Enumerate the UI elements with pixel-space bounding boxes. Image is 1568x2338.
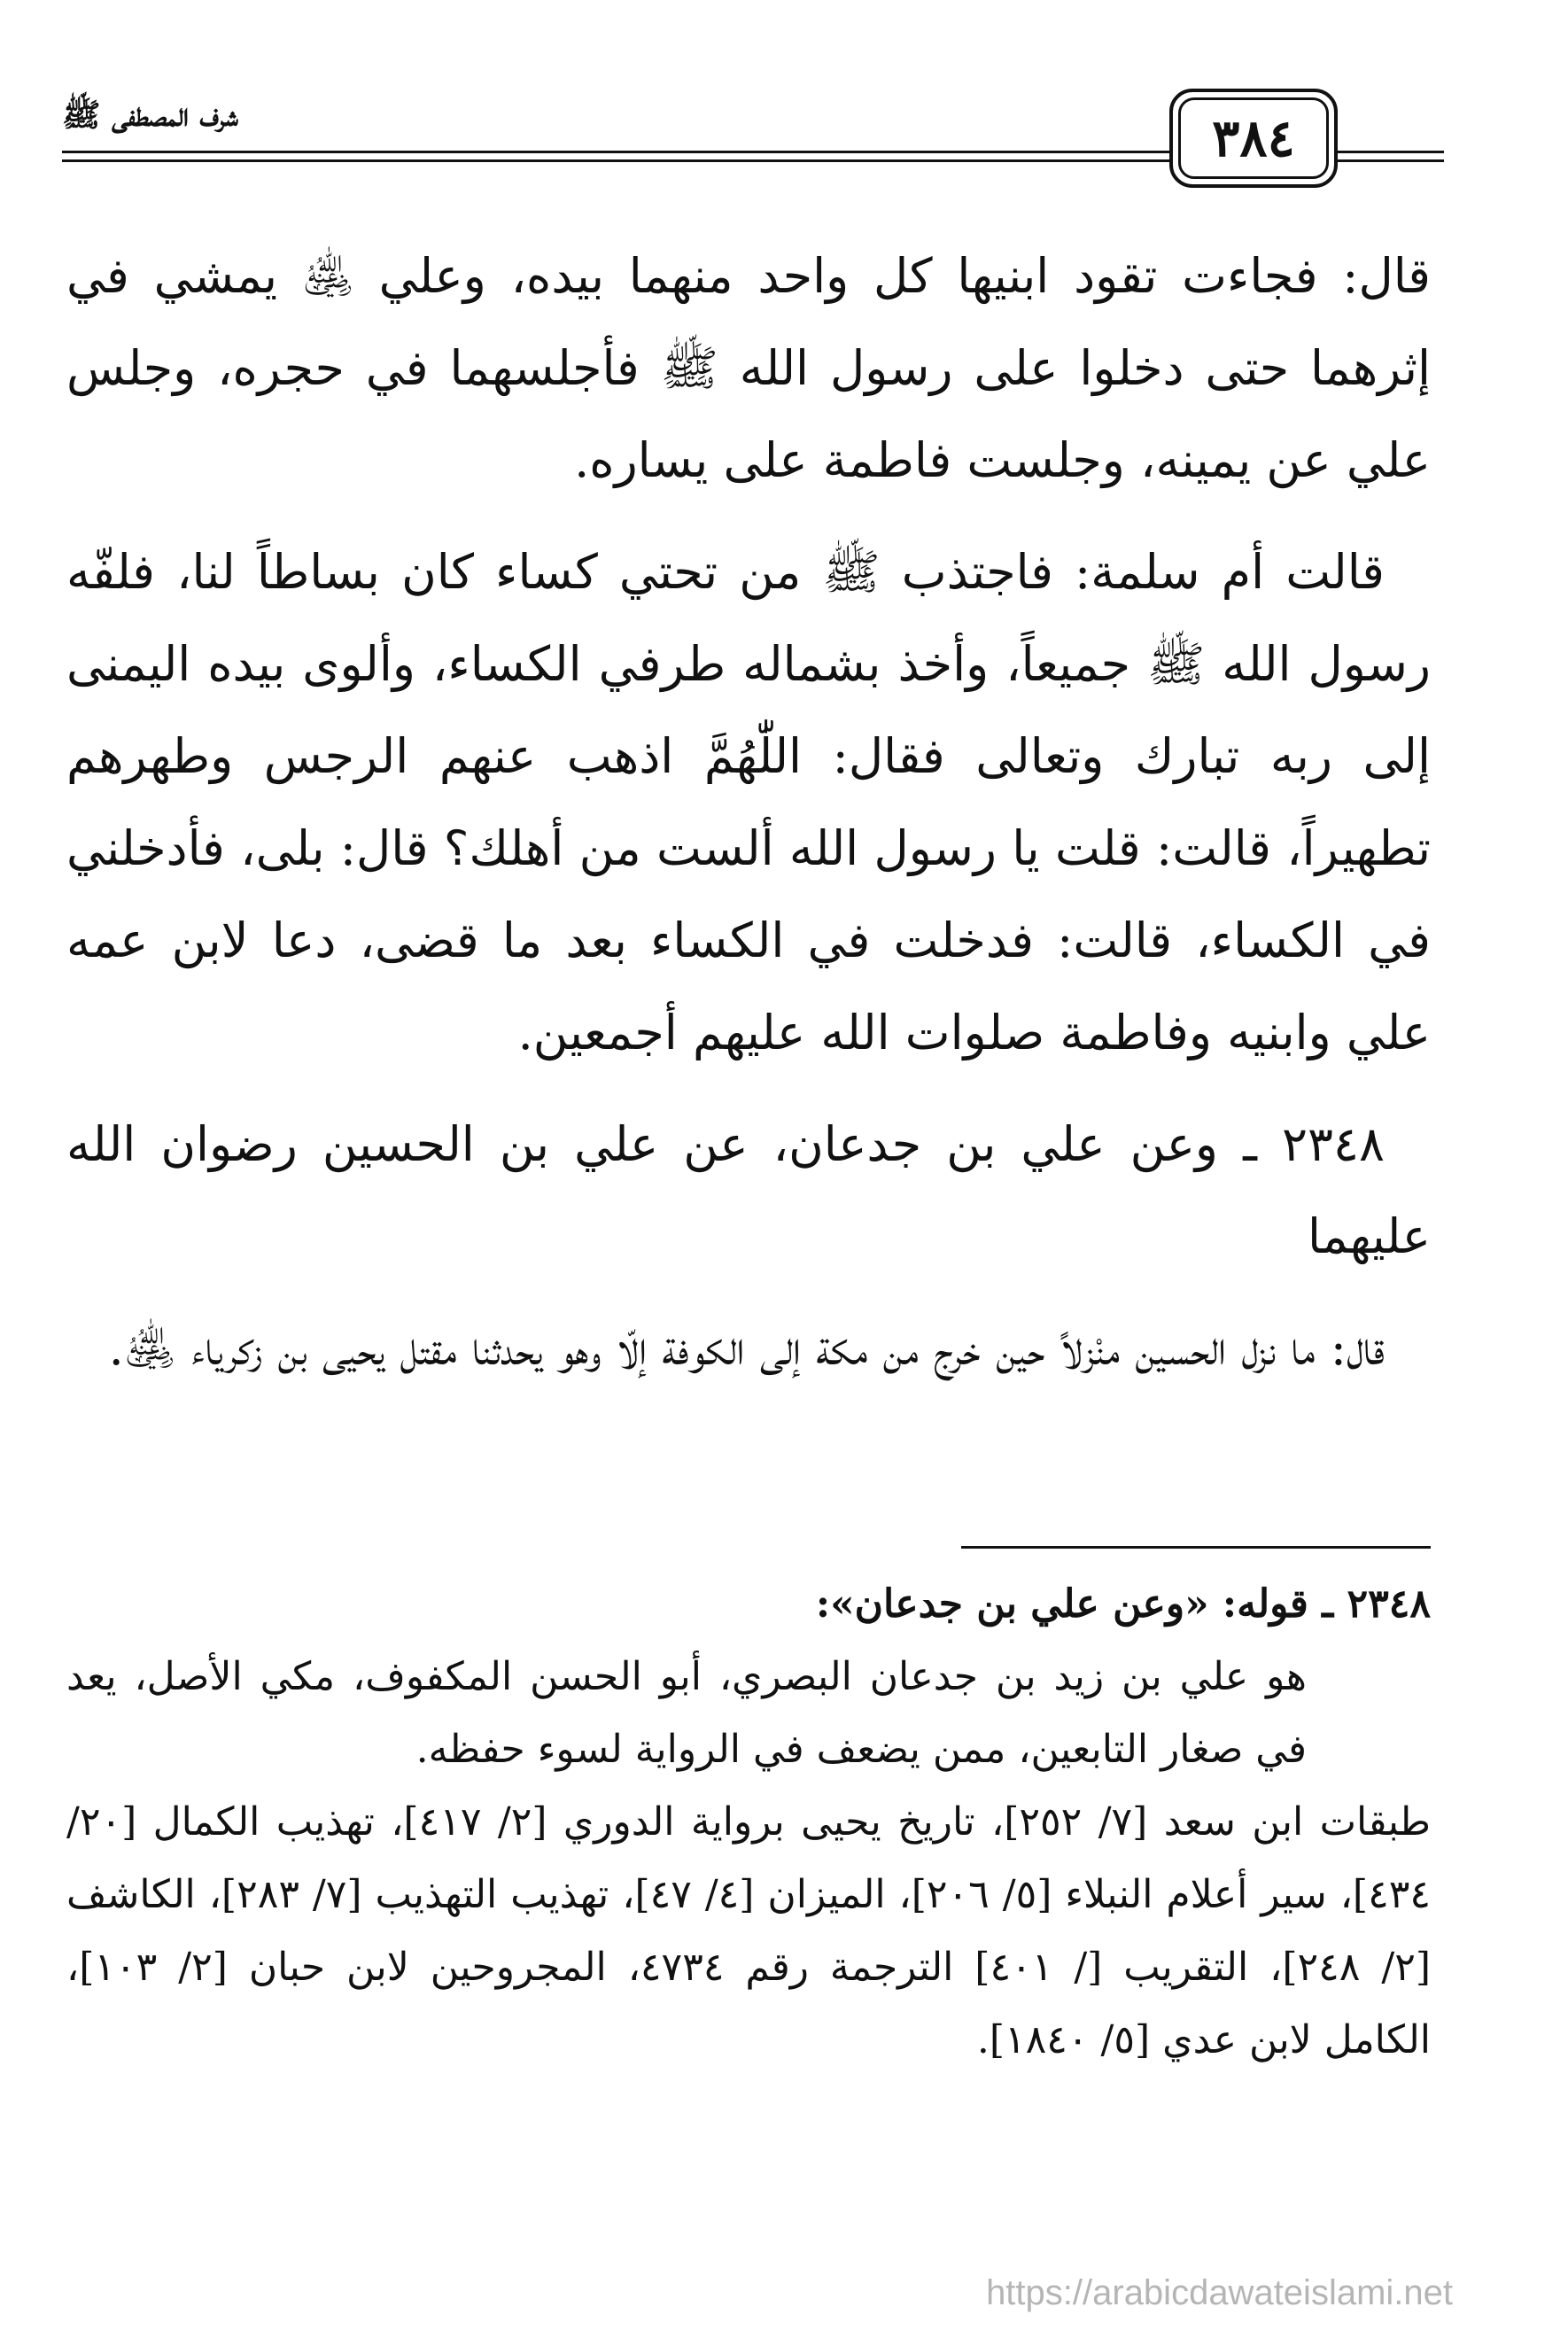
watermark-url: https://arabicdawateislami.net xyxy=(986,2273,1453,2312)
main-text xyxy=(66,230,1431,1414)
book-title: شرف المصطفى ﷺ xyxy=(62,97,238,134)
paragraph-1: قال: فجاءت تقود ابنيها كل واحد منهما بيده، وعلي ﵁ يمشي في إثرهما حتى دخلوا على رسول الله ﷺ فأجلسهما في حجره، وجلس علي عن يمينه، وجلست فاطمة على يساره. xyxy=(66,248,1431,488)
paragraph-4: قال: ما نزل الحسين منْزلاً حين خرج من مكة إلى الكوفة إلّا وهو يحدثنا مقتل يحيى بن زكرياء ﵁. xyxy=(108,1320,1385,1376)
page-header xyxy=(62,89,1444,195)
footnotes xyxy=(66,1568,1431,2077)
footnote-heading: ٢٣٤٨ ـ قوله: «وعن علي بن جدعان»: xyxy=(815,1581,1431,1627)
paragraph-2: قالت أم سلمة: فاجتذب ﷺ من تحتي كساء كان بساطاً لنا، فلفّه رسول الله ﷺ جميعاً، وأخذ بشماله طرفي الكساء، وألوى بيده اليمنى إلى ربه تبارك وتعالى فقال: اللّٰهُمَّ اذهب عنهم الرجس وطهرهم تطهيراً، قالت: قلت يا رسول الله ألست من أهلك؟ قال: بلى، فأدخلني في الكساء، قالت: فدخلت في الكساء بعد ما قضى، دعا لابن عمه علي وابنيه وفاطمة صلوات الله عليهم أجمعين. xyxy=(66,544,1431,1060)
footnote-divider xyxy=(961,1546,1431,1549)
footnote-references: طبقات ابن سعد [٧/ ٢٥٢]، تاريخ يحيى برواية الدوري [٢/ ٤١٧]، تهذيب الكمال [٢٠/ ٤٣٤]، سير أعلام النبلاء [٥/ ٢٠٦]، الميزان [٤/ ٤٧]، تهذيب التهذيب [٧/ ٢٨٣]، الكاشف [٢/ ٢٤٨]، التقريب [/ ٤٠١] الترجمة رقم ٤٧٣٤، المجروحين لابن حبان [٢/ ١٠٣]، الكامل لابن عدي [٥/ ١٨٤٠]. xyxy=(66,1799,1432,2062)
paragraph-3-hadith-2348: ٢٣٤٨ ـ وعن علي بن جدعان، عن علي بن الحسين رضوان الله عليهما xyxy=(66,1116,1431,1264)
footnote-body: هو علي بن زيد بن جدعان البصري، أبو الحسن المكفوف، مكي الأصل، يعد في صغار التابعين، ممن يضعف في الرواية لسوء حفظه. xyxy=(66,1654,1307,1772)
page-number-frame xyxy=(1169,89,1338,188)
page-number: ٣٨٤ xyxy=(1178,97,1329,179)
